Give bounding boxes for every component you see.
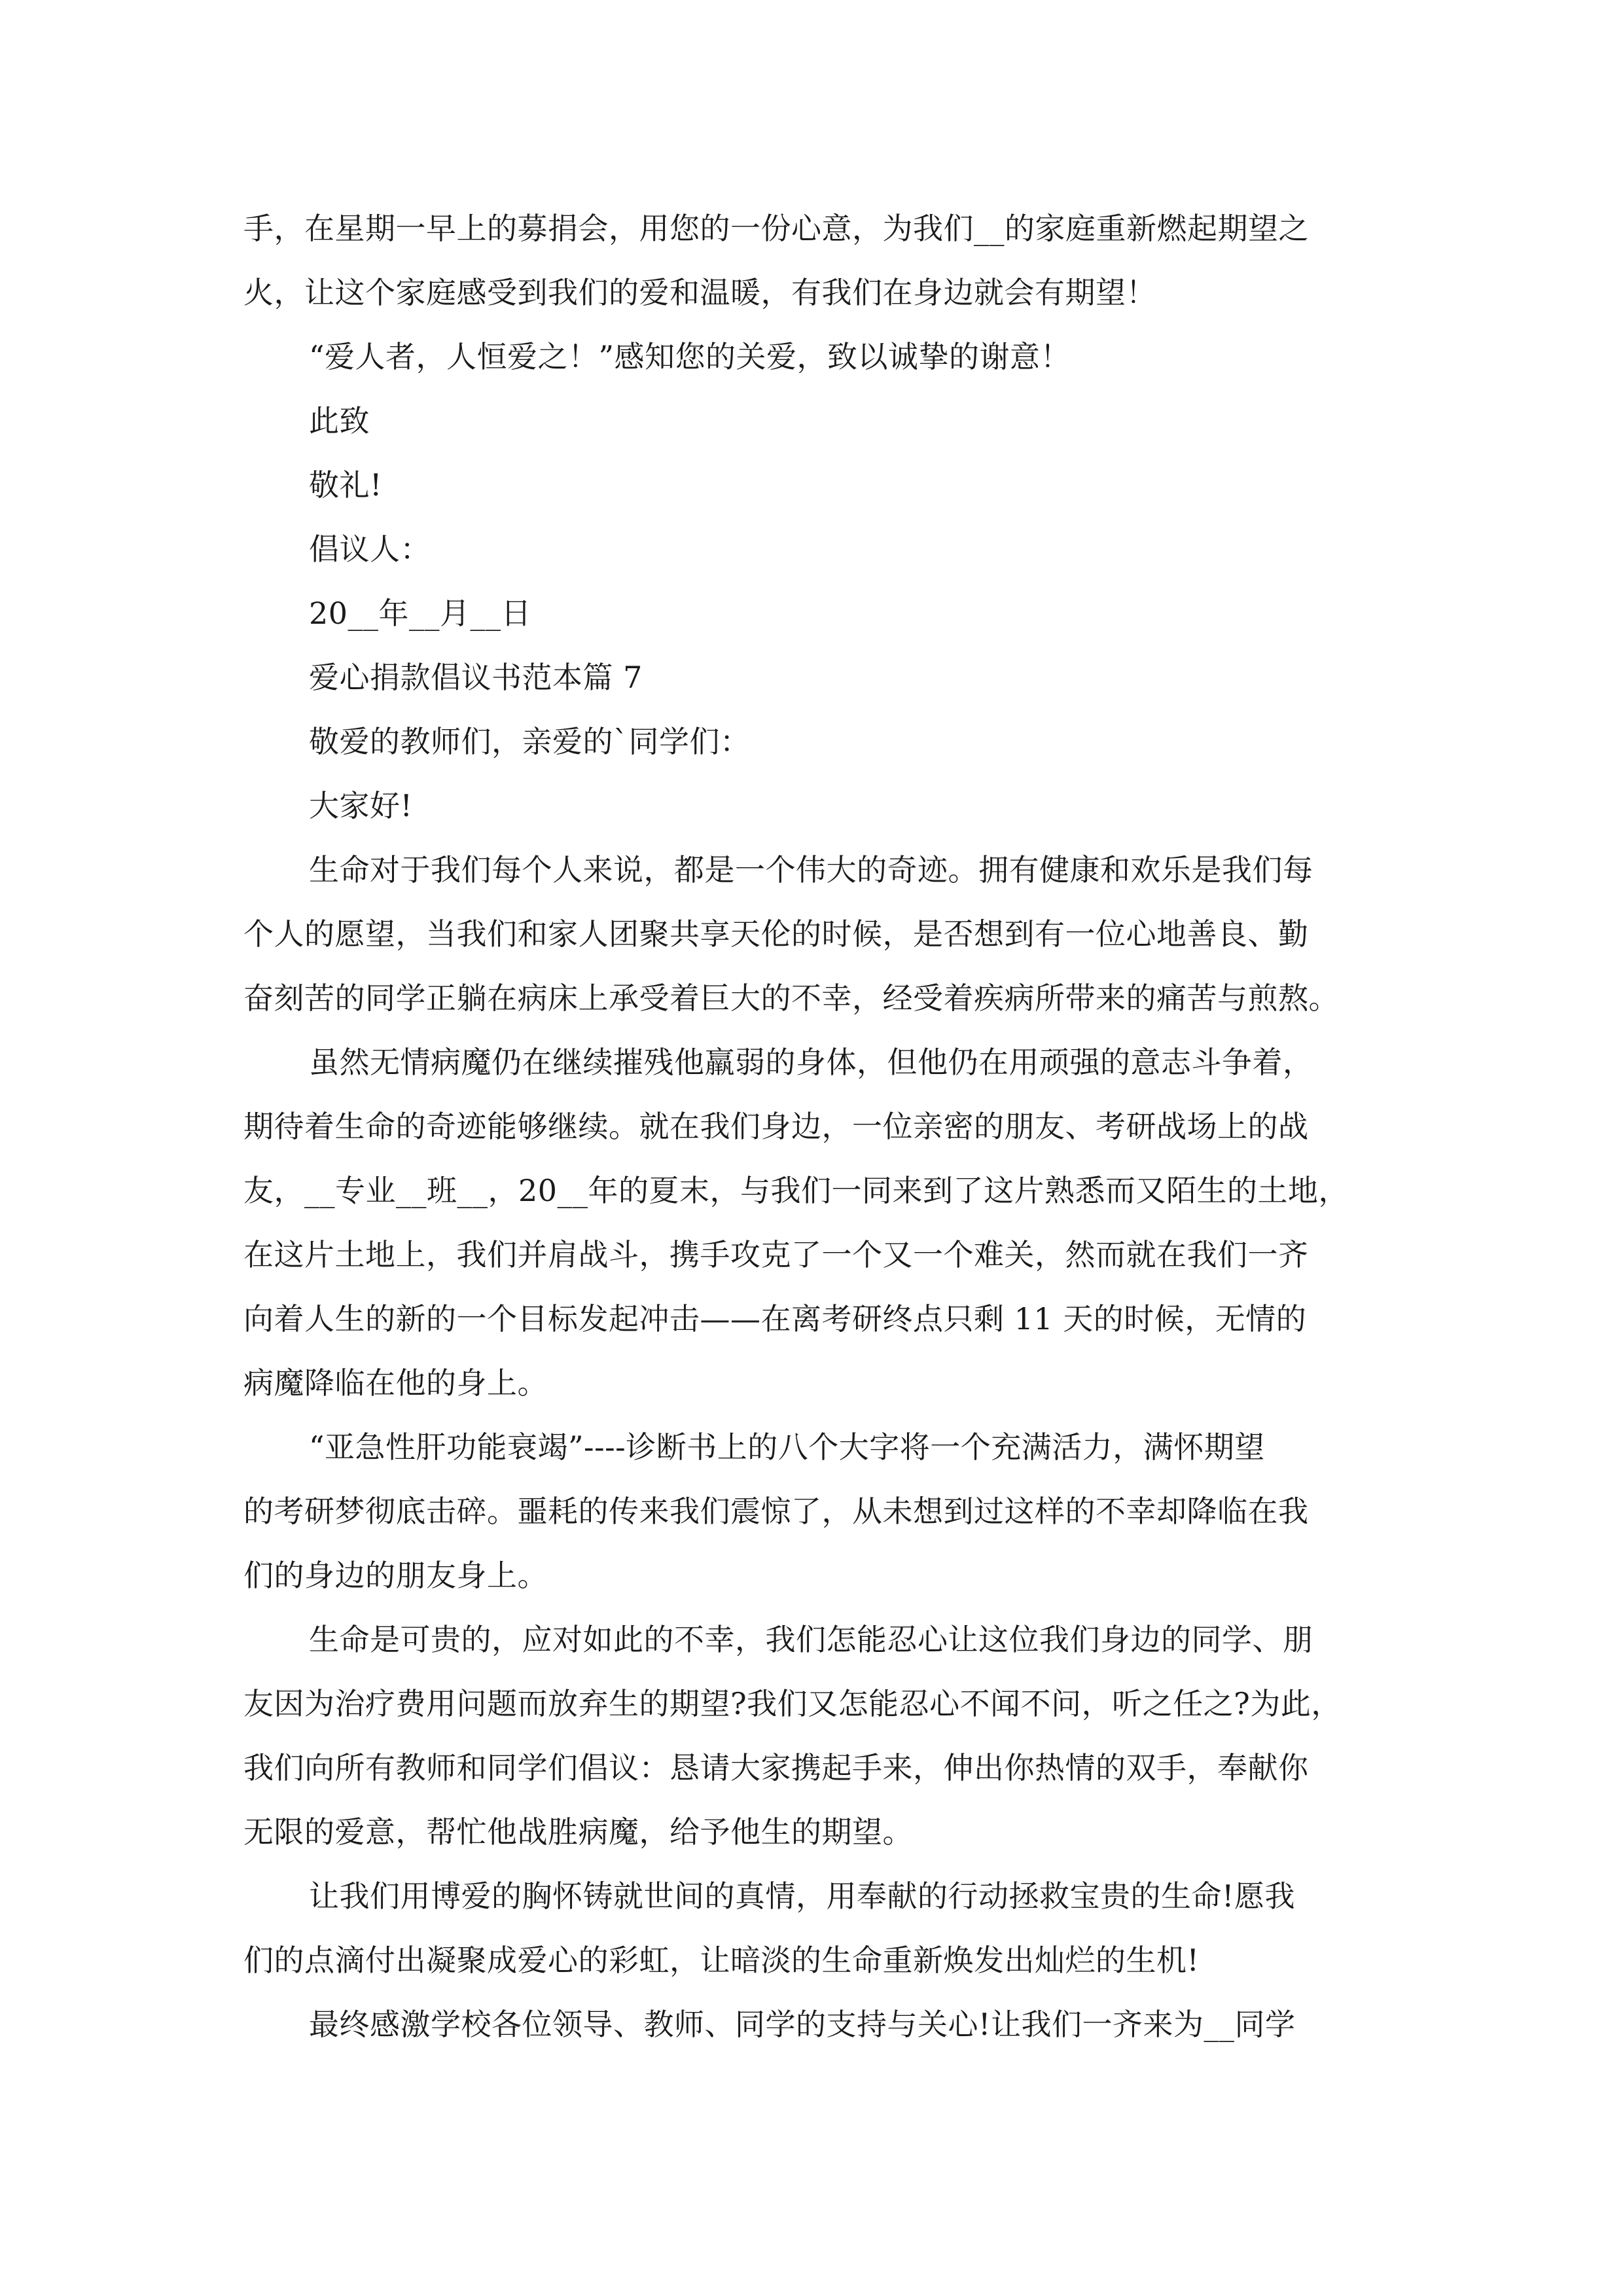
text-line: 奋刻苦的同学正躺在病床上承受着巨大的不幸，经受着疾病所带来的痛苦与煎熬。 xyxy=(243,980,1339,1016)
closing-regards: 敬礼! xyxy=(309,467,382,503)
text-line: 期待着生命的奇迹能够继续。就在我们身边，一位亲密的朋友、考研战场上的战 xyxy=(243,1109,1309,1144)
closing-salutation: 此致 xyxy=(309,403,370,439)
text-line: 我们向所有教师和同学们倡议：恳请大家携起手来，伸出你热情的双手，奉献你 xyxy=(243,1750,1309,1785)
section-heading: 爱心捐款倡议书范本篇 7 xyxy=(309,660,643,695)
text-line: 生命是可贵的，应对如此的不幸，我们怎能忍心让这位我们身边的同学、朋 xyxy=(309,1622,1313,1657)
text-line: 友，__专业__班__，20__年的夏末，与我们一同来到了这片熟悉而又陌生的土地， xyxy=(243,1173,1349,1208)
text-line: 病魔降临在他的身上。 xyxy=(243,1365,548,1401)
text-line: 手，在星期一早上的募捐会，用您的一份心意，为我们__的家庭重新燃起期望之 xyxy=(243,211,1309,246)
greeting-line: 敬爱的教师们，亲爱的`同学们： xyxy=(309,724,751,759)
text-line: 生命对于我们每个人来说，都是一个伟大的奇迹。拥有健康和欢乐是我们每 xyxy=(309,852,1313,888)
text-line: 友因为治疗费用问题而放弃生的期望?我们又怎能忍心不闻不问，听之任之?为此， xyxy=(243,1686,1342,1721)
date-line: 20__年__月__日 xyxy=(309,596,532,631)
greeting-line: 大家好! xyxy=(309,788,413,823)
text-line: 让我们用博爱的胸怀铸就世间的真情，用奉献的行动拯救宝贵的生命!愿我 xyxy=(309,1878,1295,1914)
initiator-label: 倡议人： xyxy=(309,531,431,567)
text-line: 最终感激学校各位领导、教师、同学的支持与关心!让我们一齐来为__同学 xyxy=(309,2007,1296,2042)
text-line: “爱人者，人恒爱之！”感知您的关爱，致以诚挚的谢意！ xyxy=(309,339,1071,374)
document-body xyxy=(243,196,1382,2056)
text-line: 向着人生的新的一个目标发起冲击——在离考研终点只剩 11 天的时候，无情的 xyxy=(243,1301,1307,1336)
text-line: 虽然无情病魔仍在继续摧残他羸弱的身体，但他仍在用顽强的意志斗争着， xyxy=(309,1045,1313,1080)
text-line: 在这片土地上，我们并肩战斗，携手攻克了一个又一个难关，然而就在我们一齐 xyxy=(243,1237,1309,1272)
text-line: “亚急性肝功能衰竭”----诊断书上的八个大字将一个充满活力，满怀期望 xyxy=(309,1429,1265,1465)
text-line: 无限的爱意，帮忙他战胜病魔，给予他生的期望。 xyxy=(243,1814,913,1850)
text-line: 个人的愿望，当我们和家人团聚共享天伦的时候，是否想到有一位心地善良、勤 xyxy=(243,916,1309,952)
text-line: 的考研梦彻底击碎。噩耗的传来我们震惊了，从未想到过这样的不幸却降临在我 xyxy=(243,1494,1309,1529)
text-line: 们的身边的朋友身上。 xyxy=(243,1558,548,1593)
text-line: 们的点滴付出凝聚成爱心的彩虹，让暗淡的生命重新焕发出灿烂的生机! xyxy=(243,1943,1200,1978)
text-line: 火，让这个家庭感受到我们的爱和温暖，有我们在身边就会有期望！ xyxy=(243,275,1156,310)
